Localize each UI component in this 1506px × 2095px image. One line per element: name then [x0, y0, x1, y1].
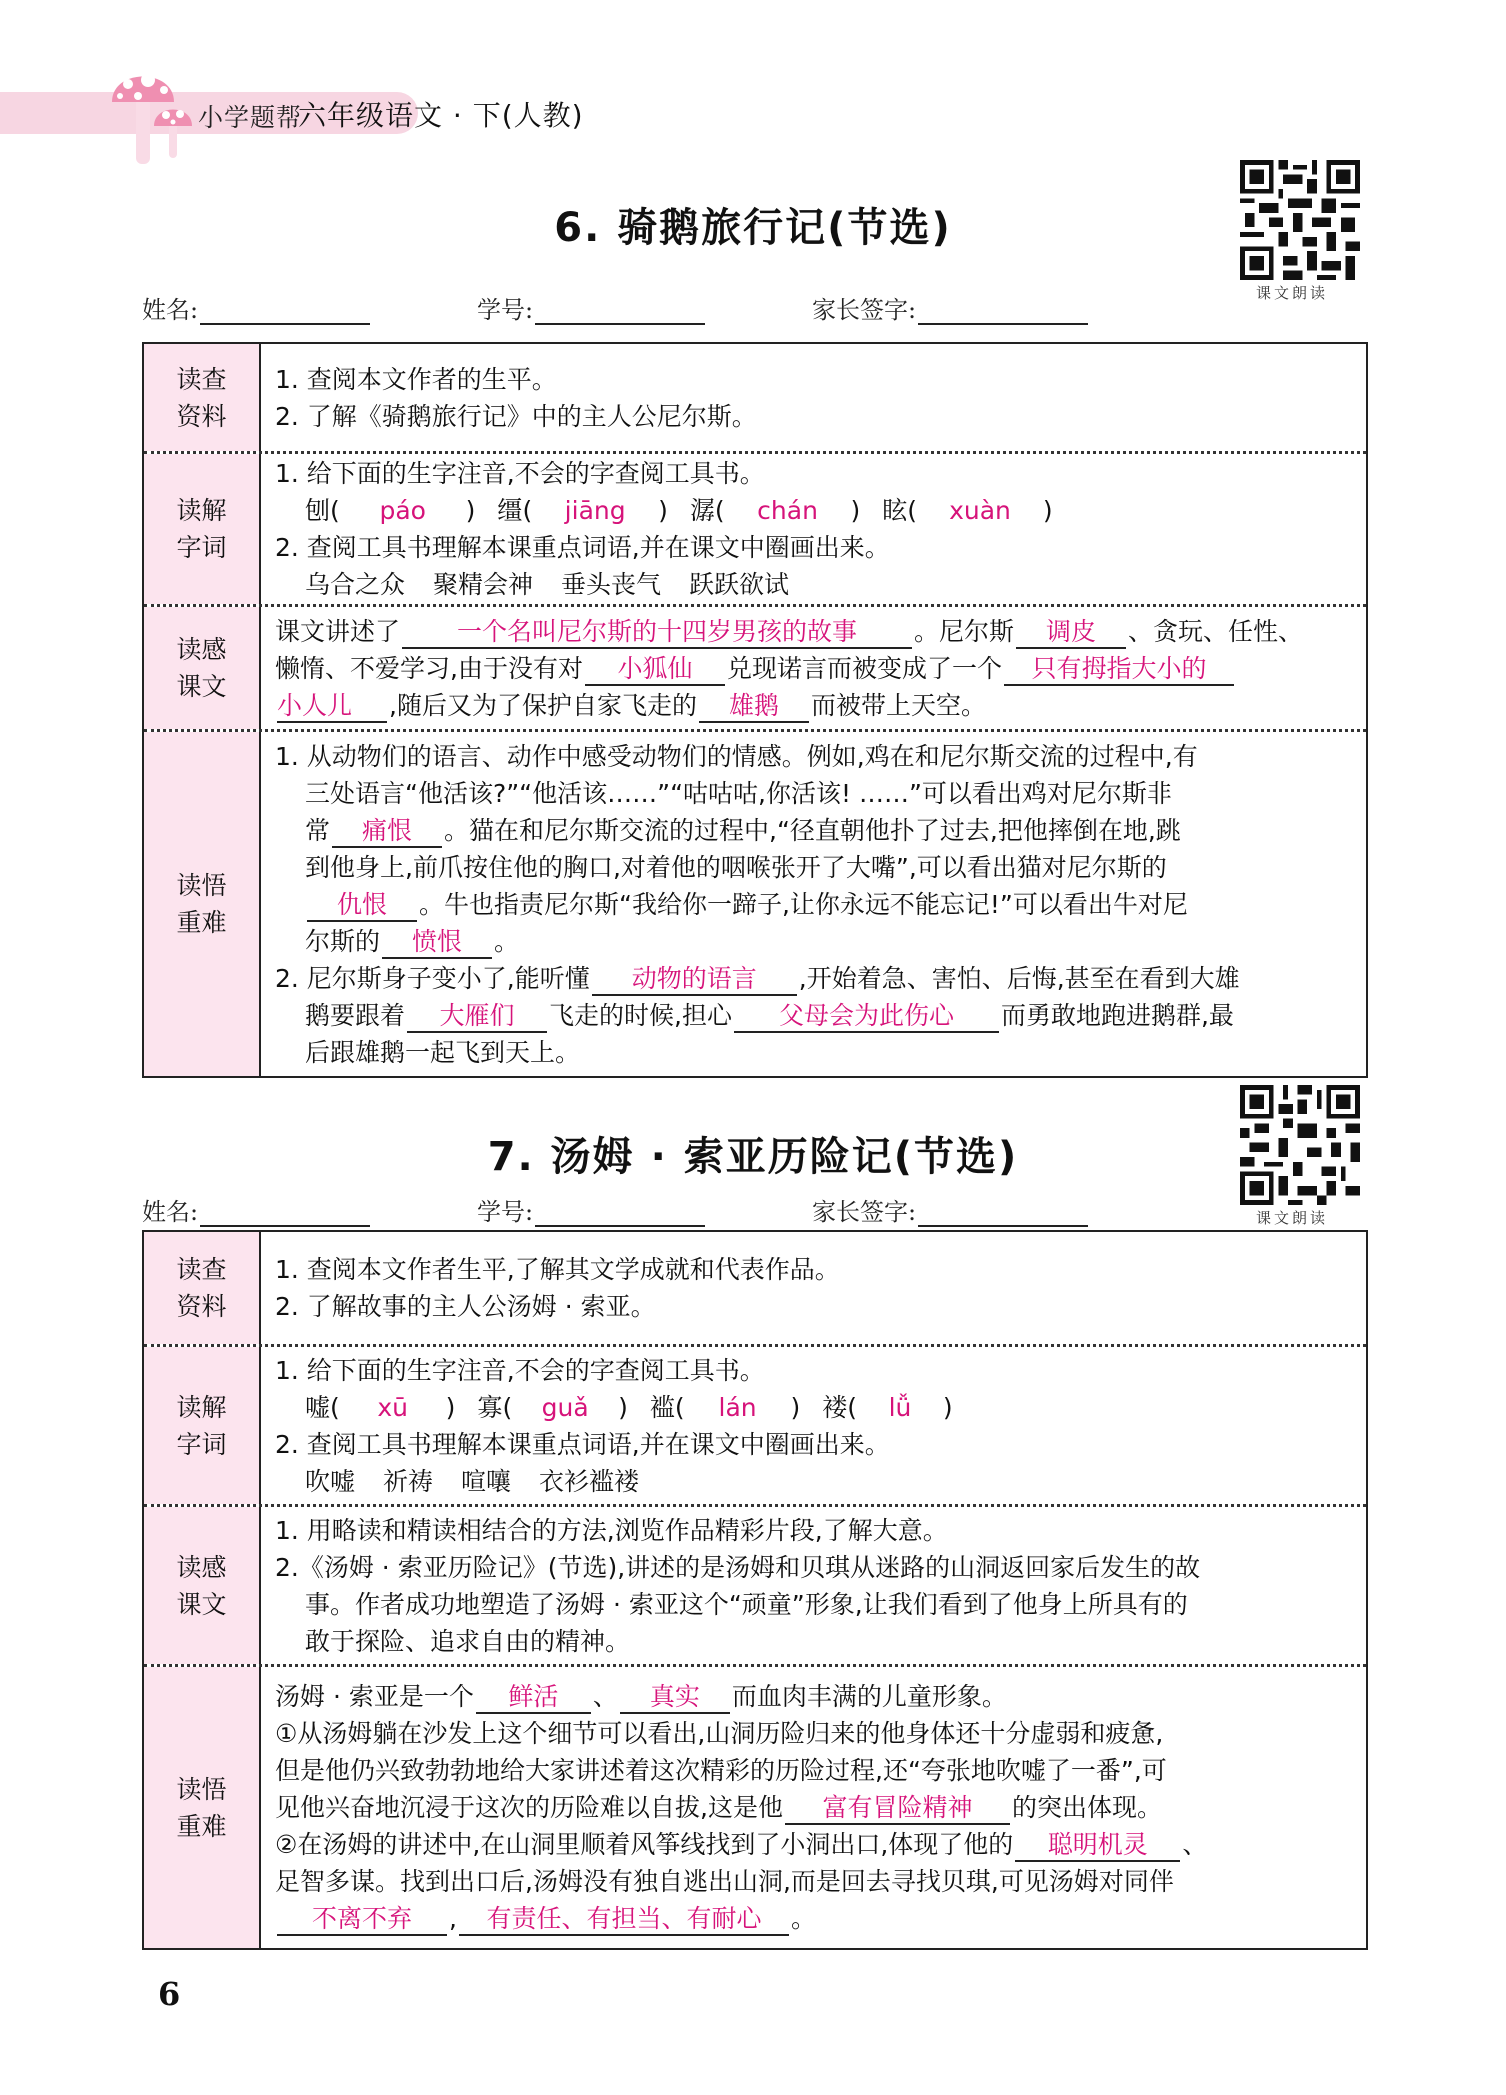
answer-blank[interactable]: 调皮 — [1016, 617, 1126, 649]
section-content: 汤姆 · 索亚是一个 鲜活 、 真实 而血肉丰满的儿童形象。 ①从汤姆躺在沙发上这个细节可以看出,山洞历险归来的他身体还十分虚弱和疲惫, 但是他仍兴致勃勃地给大家讲述着这次精彩的历险过程,还“夸张地吹嘘了一番”,可 见他兴奋地沉浸于这次的历险难以自拔,这是他 富有冒险精神 的突出体现。 ②在汤姆的讲述中,在山洞里顺着风筝线找到了小洞出口,体现了他的 聪明机灵 、 足智多谋。找到出口后,汤姆没有独自逃出山洞,而是回去寻找贝琪,可见汤姆对同伴 不离不弃 , 有责任、有担当、有耐心 。 — [261, 1667, 1366, 1948]
pinyin-answer[interactable]: xuàn — [949, 496, 1011, 525]
section-key-points — [144, 1667, 1366, 1948]
answer-blank[interactable]: 富有冒险精神 — [785, 1793, 1010, 1825]
worksheet-table — [142, 342, 1368, 1078]
section-label: 读查 资料 — [144, 1232, 261, 1344]
pinyin-item: 刨( páo ) — [305, 492, 475, 529]
section-label: 读解 字词 — [144, 1347, 261, 1504]
pinyin-item: 潺( chán ) — [690, 492, 860, 529]
task-line: 1. 查阅本文作者的生平。 — [275, 364, 557, 394]
student-id-field[interactable] — [535, 1203, 705, 1227]
pinyin-answer[interactable]: páo — [379, 496, 426, 525]
key-words — [275, 1463, 1354, 1500]
section-label: 读查 资料 — [144, 344, 261, 451]
section-content — [261, 454, 1366, 604]
pinyin-item: 眩( xuàn ) — [882, 492, 1052, 529]
book-title: 六年级语文 · 下(人教) — [298, 99, 584, 132]
answer-blank[interactable]: 一个名叫尼尔斯的十四岁男孩的故事 — [402, 617, 912, 649]
answer-blank[interactable]: 有责任、有担当、有耐心 — [459, 1904, 789, 1936]
qr-caption: 课文朗读 — [1256, 1209, 1329, 1227]
section-research — [144, 344, 1366, 454]
worksheet-table — [142, 1230, 1368, 1950]
answer-blank[interactable]: 愤恨 — [382, 927, 492, 959]
pinyin-row — [275, 1389, 1354, 1426]
answer-blank[interactable]: 只有拇指大小的 — [1004, 654, 1234, 686]
section-label: 读悟 重难 — [144, 1667, 261, 1948]
name-field[interactable] — [200, 301, 370, 325]
lesson-title: 7. 汤姆 · 索亚历险记(节选) — [487, 1134, 1019, 1180]
pinyin-item: 褛( lǚ ) — [822, 1389, 952, 1426]
parent-signature-field[interactable] — [918, 1203, 1088, 1227]
name-field[interactable] — [200, 1203, 370, 1227]
parent-signature-label: 家长签字: — [812, 1198, 917, 1226]
key-word: 乌合之众 — [305, 570, 406, 599]
instruction: 1. 给下面的生字注音,不会的字查阅工具书。 — [275, 1355, 765, 1385]
section-content — [261, 1232, 1366, 1344]
key-word: 吹嘘 — [305, 1466, 356, 1496]
answer-blank[interactable]: 仇恨 — [307, 890, 417, 922]
task-line: 2. 了解故事的主人公汤姆 · 索亚。 — [275, 1292, 656, 1321]
student-info-line — [142, 1192, 1088, 1227]
answer-blank[interactable]: 父母会为此伤心 — [734, 1001, 999, 1033]
key-word: 祈祷 — [383, 1466, 434, 1496]
task-line: 2. 了解《骑鹅旅行记》中的主人公尼尔斯。 — [275, 401, 757, 431]
page-number: 6 — [158, 1975, 181, 2013]
qr-caption: 课文朗读 — [1256, 284, 1329, 302]
section-content: 1. 用略读和精读相结合的方法,浏览作品精彩片段,了解大意。 2.《汤姆 · 索亚历险记》(节选),讲述的是汤姆和贝琪从迷路的山洞返回家后发生的故 事。作者成功地塑造了汤姆 · 索亚这个“顽童”形象,让我们看到了他身上所具有的 敢于探险、追求自由的精神。 — [275, 1515, 1201, 1656]
student-info-line — [142, 290, 1088, 325]
instruction: 1. 给下面的生字注音,不会的字查阅工具书。 — [275, 459, 765, 488]
answer-blank[interactable]: 大雁们 — [407, 1001, 547, 1033]
parent-signature-field[interactable] — [918, 301, 1088, 325]
pinyin-answer[interactable]: guǎ — [541, 1392, 589, 1422]
section-research — [144, 1232, 1366, 1347]
student-id-field[interactable] — [535, 301, 705, 325]
pinyin-answer[interactable]: lán — [718, 1392, 757, 1422]
student-id-label: 学号: — [477, 296, 534, 324]
name-label: 姓名: — [142, 1198, 199, 1226]
section-content: 课文讲述了 一个名叫尼尔斯的十四岁男孩的故事 。尼尔斯 调皮 、贪玩、任性、 懒惰、不爱学习,由于没有对 小狐仙 兑现诺言而被变成了一个 只有拇指大小的 小人儿 ,随后又为了保护自家飞走的 雄鹅 而被带上天空。 — [261, 607, 1366, 729]
answer-blank[interactable]: 痛恨 — [332, 816, 442, 848]
mushroom-small-icon — [152, 100, 194, 160]
parent-signature-label: 家长签字: — [812, 296, 917, 324]
key-word: 喧嚷 — [461, 1466, 512, 1496]
section-reading — [144, 607, 1366, 732]
pinyin-answer[interactable]: chán — [757, 496, 818, 525]
task-line: 1. 查阅本文作者生平,了解其文学成就和代表作品。 — [275, 1255, 840, 1284]
key-word: 衣衫褴褛 — [539, 1466, 640, 1496]
section-vocabulary — [144, 454, 1366, 607]
answer-blank[interactable]: 小狐仙 — [585, 654, 725, 686]
pinyin-item: 褴( lán ) — [650, 1389, 800, 1426]
section-content — [261, 1347, 1366, 1504]
brand-name: 小学题帮 — [198, 103, 303, 132]
section-label: 读感 课文 — [144, 607, 261, 729]
pinyin-answer[interactable]: xū — [377, 1392, 409, 1422]
name-label: 姓名: — [142, 296, 199, 324]
section-reading — [144, 1507, 1366, 1667]
pinyin-item: 缰( jiāng ) — [497, 492, 667, 529]
pinyin-item: 寡( guǎ ) — [477, 1389, 627, 1426]
section-label: 读感 课文 — [144, 1507, 261, 1664]
answer-blank[interactable]: 雄鹅 — [699, 691, 809, 723]
section-content: 1. 从动物们的语言、动作中感受动物们的情感。例如,鸡在和尼尔斯交流的过程中,有 三处语言“他活该?”“他活该……”“咕咕咕,你活该! ……”可以看出鸡对尼尔斯非 常 痛恨 。猫在和尼尔斯交流的过程中,“径直朝他扑了过去,把他摔倒在地,跳 到他身上,前爪按住他的胸口,对着他的咽喉张开了大嘴”,可以看出猫对尼尔斯的 仇恨 。牛也指责尼尔斯“我给你一蹄子,让你永远不能忘记!”可以看出牛对尼 尔斯的 愤恨 。 2. 尼尔斯身子变小了,能听懂 动物的语言 ,开始着急、害怕、后悔,甚至在看到大雄 鹅要跟着 大雁们 飞走的时候,担心 父母会为此伤心 而勇敢地跑进鹅群,最 后跟雄鹅一起飞到天上。 — [275, 741, 1240, 1067]
student-id-label: 学号: — [477, 1198, 534, 1226]
section-label: 读悟 重难 — [144, 732, 261, 1076]
pinyin-answer[interactable]: lǚ — [888, 1392, 912, 1422]
answer-blank[interactable]: 真实 — [620, 1682, 730, 1714]
key-word: 跃跃欲试 — [689, 570, 790, 599]
instruction: 2. 查阅工具书理解本课重点词语,并在课文中圈画出来。 — [275, 1429, 890, 1459]
pinyin-row — [275, 492, 1354, 529]
key-words — [275, 566, 1354, 603]
section-key-points — [144, 732, 1366, 1076]
answer-blank[interactable]: 不离不弃 — [277, 1904, 447, 1936]
answer-blank[interactable]: 聪明机灵 — [1015, 1830, 1180, 1862]
lesson-title: 6. 骑鹅旅行记(节选) — [554, 205, 952, 251]
answer-blank[interactable]: 小人儿 — [277, 691, 387, 723]
key-word: 垂头丧气 — [561, 570, 662, 599]
section-vocabulary — [144, 1347, 1366, 1507]
pinyin-item: 嘘( xū ) — [305, 1389, 455, 1426]
key-word: 聚精会神 — [433, 570, 534, 599]
instruction: 2. 查阅工具书理解本课重点词语,并在课文中圈画出来。 — [275, 533, 890, 562]
pinyin-answer[interactable]: jiāng — [564, 496, 626, 525]
answer-blank[interactable]: 鲜活 — [476, 1682, 591, 1714]
section-content — [261, 344, 1366, 451]
answer-blank[interactable]: 动物的语言 — [592, 964, 797, 996]
section-label: 读解 字词 — [144, 454, 261, 604]
